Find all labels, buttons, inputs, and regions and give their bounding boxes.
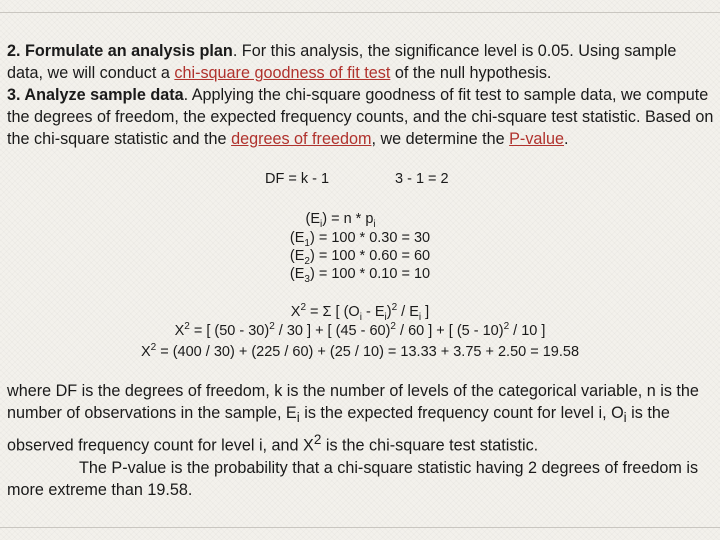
intro-paragraph [7, 40, 715, 150]
step3-heading: 3. Analyze sample data [7, 86, 184, 104]
expected-row-2: $(E_2) = 100 * 0.60 = 60$ [289, 248, 431, 267]
chi-square-test-link[interactable]: chi-square goodness of fit test [174, 64, 391, 82]
expected-row-3: $(E_3) = 100 * 0.10 = 10$ [289, 266, 431, 285]
conclusion-paragraph: where DF is the degrees of freedom, k is the number of levels of the categorical variable, n is the number of observations in the sample, $E_i$ is the expected frequency count for level i, $O_i$ is the observed frequency count for level i, and $X^2$ is the chi-square test statistic. The P-value is the probability that a chi-square statistic having 2 degrees of freedom is more extreme than 19.58. [7, 382, 699, 499]
degrees-of-freedom-link[interactable]: degrees of freedom [231, 130, 372, 148]
step3-text-mid: , we determine the [371, 130, 510, 148]
chi-square-formula: $X^2 = \Sigma$ [ $(O_i - E_i)^2 / E_i$ ] [290, 302, 430, 323]
step3-text: . Applying the chi-square goodness of fit test to sample data, we compute the degrees of freedom, the expected frequency counts, and the chi-square test statistic. Based on the chi-square statistic and the [7, 86, 714, 148]
step2-text: . For this analysis, the significance level is 0.05. Using sample data, we will conduct a [7, 42, 677, 82]
top-border-line [0, 12, 720, 13]
p-value-link[interactable]: P-value [509, 130, 565, 148]
p-value-sentence: The P-value is the probability that a chi-square statistic having 2 degrees of freedom is more extreme than 19.58. [7, 458, 699, 499]
expected-row-1: $(E_1) = 100 * 0.30 = 30$ [289, 230, 431, 249]
step2-heading: 2. Formulate an analysis plan [7, 42, 233, 60]
step2-text-end: of the null hypothesis. [390, 64, 552, 82]
df-value: 3 - 1 = 2 [395, 171, 449, 187]
expected-formula: $(E_i) = n * p_i$ [305, 211, 376, 230]
chi-square-substitution: $X^2$ = [ (50 - 30)$^2$ / 30 ] + [ (45 - 60)$^2$ / 60 ] + [ (5 - 10)$^2$ / 10 ] [174, 321, 546, 339]
chi-square-result: $X^2 = (400 / 30) + (225 / 60) + (25 / 10) = 13.33 + 3.75 + 2.50 = 19.58$ [140, 342, 580, 360]
bottom-border-line [0, 527, 720, 528]
step3-text-end: . [564, 130, 569, 148]
df-formula: DF = k - 1 [265, 171, 330, 187]
